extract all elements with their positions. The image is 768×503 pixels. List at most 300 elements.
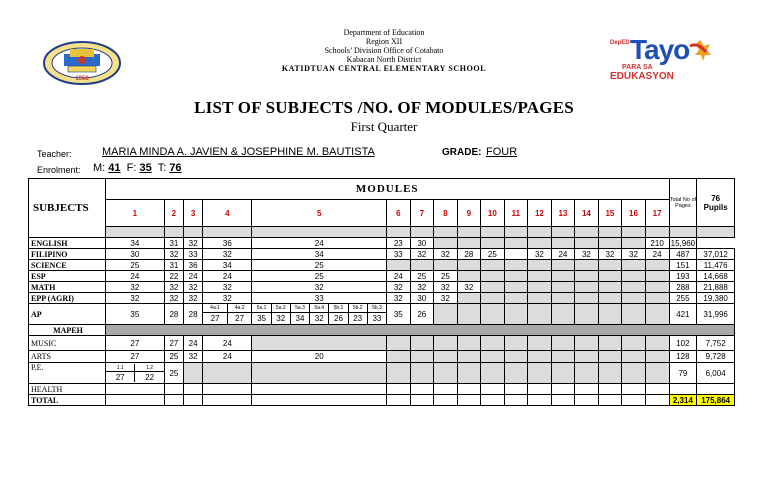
table-cell: 11,476: [697, 260, 735, 271]
empty-cell: [504, 384, 528, 395]
table-cell: 5b.1: [329, 304, 348, 313]
table-cell: 32: [598, 249, 622, 260]
empty-cell: [598, 227, 622, 238]
empty-cell: [551, 351, 575, 363]
table-cell: 23: [387, 238, 411, 249]
empty-cell: [575, 293, 599, 304]
module-number: 1: [105, 200, 164, 227]
table-cell: 255: [669, 293, 697, 304]
para-sa-text: PARA SA: [622, 64, 653, 71]
table-cell: 24: [203, 351, 252, 363]
table-cell: 32: [184, 351, 203, 363]
table-row: [29, 249, 735, 260]
edukasyon-text: EDUKASYON: [610, 71, 674, 82]
table-cell: 26: [410, 304, 434, 325]
header-row-blank: [29, 227, 735, 238]
empty-cell: [528, 282, 552, 293]
table-cell: 32: [271, 312, 290, 324]
table-cell: 36: [203, 238, 252, 249]
table-cell: 14,668: [697, 271, 735, 282]
modules-header: MODULES: [105, 179, 669, 200]
table-cell: 31,996: [697, 304, 735, 325]
empty-cell: [697, 384, 735, 395]
empty-cell: [645, 304, 669, 325]
teacher-label: Teacher:: [37, 149, 72, 159]
empty-cell: [504, 363, 528, 384]
seal-year: 1958: [75, 76, 89, 82]
module-number: 12: [528, 200, 552, 227]
empty-cell: [164, 227, 183, 238]
subject-name: FILIPINO: [29, 249, 106, 260]
empty-cell: [504, 304, 528, 325]
empty-cell: [551, 271, 575, 282]
empty-cell: [528, 395, 552, 406]
empty-cell: [252, 384, 387, 395]
table-cell: 32: [203, 282, 252, 293]
empty-cell: [434, 384, 458, 395]
empty-cell: [203, 395, 252, 406]
empty-cell: [551, 395, 575, 406]
table-cell: 33: [184, 249, 203, 260]
empty-cell: [645, 282, 669, 293]
empty-cell: [457, 238, 481, 249]
table-cell: 24: [203, 336, 252, 351]
empty-cell: [481, 351, 505, 363]
tayo-text: Tayo: [630, 34, 690, 65]
subject-name: MAPEH: [29, 325, 106, 336]
table-cell: 1.2: [135, 364, 164, 372]
table-cell: 32: [457, 282, 481, 293]
table-cell: 35: [105, 304, 164, 325]
table-cell: 15,960: [670, 238, 696, 248]
table-cell: 28: [184, 304, 203, 325]
table-cell: 5a.3: [290, 304, 309, 313]
table-cell: 25: [481, 249, 505, 260]
empty-cell: [598, 363, 622, 384]
grade-label: GRADE:: [442, 147, 482, 158]
empty-cell: [457, 384, 481, 395]
pe-module-1-split: [105, 363, 164, 384]
empty-cell: [528, 260, 552, 271]
table-cell: 32: [434, 249, 458, 260]
header-school: KATIDTUAN CENTRAL ELEMENTARY SCHOOL: [281, 64, 487, 73]
table-cell: 102: [669, 336, 697, 351]
empty-cell: [481, 238, 505, 249]
table-cell: 25: [410, 271, 434, 282]
module-number: 17: [645, 200, 669, 227]
table-row: [29, 282, 735, 293]
empty-cell: [184, 395, 203, 406]
empty-cell: [551, 304, 575, 325]
empty-cell: [481, 363, 505, 384]
table-cell: 32: [203, 293, 252, 304]
empty-cell: [434, 260, 458, 271]
empty-cell: [457, 293, 481, 304]
table-cell: 22: [145, 372, 155, 382]
empty-cell: [434, 238, 458, 249]
empty-cell: [598, 304, 622, 325]
subject-name: SCIENCE: [29, 260, 106, 271]
table-cell: 27: [106, 372, 135, 383]
table-cell: 34: [252, 249, 387, 260]
empty-cell: [410, 227, 434, 238]
empty-cell: [622, 395, 646, 406]
empty-cell: [622, 282, 646, 293]
empty-cell: [528, 384, 552, 395]
empty-cell: [504, 249, 528, 260]
empty-cell: [622, 238, 646, 249]
empty-cell: [645, 293, 669, 304]
empty-cell: [434, 304, 458, 325]
header-district: Kabacan North District: [346, 55, 422, 64]
empty-cell: [622, 384, 646, 395]
module-number: 10: [481, 200, 505, 227]
empty-cell: [598, 395, 622, 406]
empty-cell: [598, 271, 622, 282]
empty-cell: [622, 336, 646, 351]
subject-name: MATH: [29, 282, 106, 293]
table-cell: 32: [203, 249, 252, 260]
empty-cell: [598, 351, 622, 363]
table-row: [29, 293, 735, 304]
empty-cell: [575, 304, 599, 325]
header-row-numbers: [29, 200, 735, 227]
empty-cell: [551, 282, 575, 293]
subject-name: TOTAL: [29, 395, 106, 406]
module-number: 9: [457, 200, 481, 227]
table-cell: 24: [645, 249, 669, 260]
empty-cell: [598, 293, 622, 304]
table-cell: 5a.4: [310, 304, 329, 313]
table-cell: 28: [164, 304, 183, 325]
empty-cell: [203, 384, 252, 395]
pupils-header: 76 Pupils: [697, 179, 735, 227]
module-number: 7: [410, 200, 434, 227]
empty-cell: [622, 260, 646, 271]
empty-cell: [551, 227, 575, 238]
table-cell: 30: [105, 249, 164, 260]
empty-cell: [203, 227, 252, 238]
empty-cell: [622, 271, 646, 282]
subject-name: ENGLISH: [29, 238, 106, 249]
empty-cell: [622, 293, 646, 304]
empty-cell: [457, 271, 481, 282]
empty-cell: [551, 363, 575, 384]
table-cell: 32: [387, 293, 411, 304]
empty-cell: [622, 363, 646, 384]
empty-cell: [457, 395, 481, 406]
table-cell: 21,888: [697, 282, 735, 293]
table-cell: 27: [203, 312, 228, 324]
empty-cell: [504, 282, 528, 293]
table-cell: 25: [252, 271, 387, 282]
table-cell: 25: [164, 363, 183, 384]
empty-cell: [575, 260, 599, 271]
table-cell: 32: [387, 282, 411, 293]
table-cell: 32: [184, 282, 203, 293]
table-cell: 35: [387, 304, 411, 325]
empty-cell: [387, 260, 411, 271]
empty-cell: [105, 325, 734, 336]
empty-cell: [528, 293, 552, 304]
empty-cell: [387, 395, 411, 406]
module-number: 16: [622, 200, 646, 227]
empty-cell: [252, 395, 387, 406]
table-cell: 5a.2: [271, 304, 290, 313]
table-cell: 32: [622, 249, 646, 260]
subject-name: P.E.: [29, 363, 106, 384]
table-cell: 128: [669, 351, 697, 363]
empty-cell: [645, 336, 669, 351]
empty-cell: [481, 384, 505, 395]
table-cell: 28: [457, 249, 481, 260]
table-cell: 30: [410, 238, 434, 249]
table-cell: 79: [669, 363, 697, 384]
table-cell: 20: [252, 351, 387, 363]
empty-cell: [387, 384, 411, 395]
empty-cell: [575, 271, 599, 282]
empty-cell: [598, 260, 622, 271]
empty-cell: [481, 395, 505, 406]
empty-cell: [105, 384, 164, 395]
empty-cell: [669, 227, 697, 238]
empty-cell: [504, 238, 528, 249]
empty-cell: [387, 336, 411, 351]
table-row: [29, 260, 735, 271]
empty-cell: [105, 227, 164, 238]
empty-cell: [528, 336, 552, 351]
empty-cell: [184, 384, 203, 395]
table-cell: 193: [669, 271, 697, 282]
empty-cell: [481, 336, 505, 351]
table-cell: 30: [410, 293, 434, 304]
subjects-header: SUBJECTS: [29, 179, 106, 238]
subject-name: ARTS: [29, 351, 106, 363]
empty-cell: [622, 351, 646, 363]
empty-cell: [622, 304, 646, 325]
table-cell: 24: [184, 271, 203, 282]
table-cell: 5a.1: [252, 304, 271, 313]
empty-cell: [575, 227, 599, 238]
header-division: Schools’ Division Office of Cotabato: [324, 46, 444, 55]
table-cell: 25: [252, 260, 387, 271]
empty-cell: [504, 351, 528, 363]
grand-total-pupils: 175,864: [697, 395, 735, 406]
empty-cell: [410, 351, 434, 363]
table-cell: 27: [227, 312, 252, 324]
table-cell: 19,380: [697, 293, 735, 304]
quarter-label: First Quarter: [350, 119, 418, 134]
enrolment-label: Enrolment:: [37, 165, 81, 175]
table-cell: 32: [528, 249, 552, 260]
empty-cell: [434, 351, 458, 363]
empty-cell: [457, 227, 481, 238]
empty-cell: [481, 271, 505, 282]
table-cell: 36: [184, 260, 203, 271]
empty-cell: [551, 384, 575, 395]
empty-cell: [184, 363, 203, 384]
empty-cell: [164, 395, 183, 406]
empty-cell: [184, 227, 203, 238]
table-row: [29, 351, 735, 363]
modules-table: [28, 178, 735, 406]
empty-cell: [645, 395, 669, 406]
empty-cell: [645, 363, 669, 384]
empty-cell: [504, 260, 528, 271]
empty-cell: [434, 336, 458, 351]
table-cell: 24: [387, 271, 411, 282]
empty-cell: [164, 384, 183, 395]
empty-cell: [697, 227, 735, 238]
table-cell: 6,004: [697, 363, 735, 384]
empty-cell: [645, 227, 669, 238]
module-number: 5: [252, 200, 387, 227]
table-cell: 33: [367, 312, 386, 324]
empty-cell: [575, 336, 599, 351]
teacher-name: MARIA MINDA A. JAVIEN & JOSEPHINE M. BAUTISTA: [102, 146, 375, 158]
empty-cell: [598, 282, 622, 293]
table-cell: 24: [551, 249, 575, 260]
table-cell: 32: [105, 282, 164, 293]
empty-cell: [669, 384, 697, 395]
empty-cell: [481, 282, 505, 293]
empty-cell: [575, 282, 599, 293]
empty-cell: [551, 336, 575, 351]
subject-name: AP: [29, 304, 106, 325]
table-cell: 32: [164, 249, 183, 260]
table-row: [29, 325, 735, 336]
table-cell: 32: [252, 282, 387, 293]
table-cell: 288: [669, 282, 697, 293]
table-cell: 32: [164, 293, 183, 304]
empty-cell: [551, 260, 575, 271]
table-cell: 37,012: [697, 249, 735, 260]
table-cell: 27: [105, 336, 164, 351]
empty-cell: [410, 384, 434, 395]
table-cell: 22: [164, 271, 183, 282]
module-number: 2: [164, 200, 183, 227]
header-region: Region XII: [365, 37, 403, 46]
empty-cell: [387, 363, 411, 384]
grand-total-pages: 2,314: [669, 395, 697, 406]
empty-cell: [528, 351, 552, 363]
empty-cell: [434, 395, 458, 406]
table-row: [29, 384, 735, 395]
empty-cell: [575, 395, 599, 406]
table-cell: 35: [252, 312, 271, 324]
table-row: [29, 304, 735, 313]
empty-cell: [434, 227, 458, 238]
empty-cell: [528, 304, 552, 325]
empty-cell: [252, 363, 387, 384]
table-cell: 24: [105, 271, 164, 282]
subject-name: EPP (AGRI): [29, 293, 106, 304]
empty-cell: [528, 271, 552, 282]
table-cell: 32: [105, 293, 164, 304]
table-cell: 34: [203, 260, 252, 271]
table-cell: 421: [669, 304, 697, 325]
empty-cell: [410, 395, 434, 406]
empty-cell: [481, 293, 505, 304]
empty-cell: [504, 395, 528, 406]
empty-cell: [203, 363, 252, 384]
empty-cell: [575, 363, 599, 384]
table-cell: 210: [645, 238, 669, 249]
empty-cell: [434, 363, 458, 384]
subject-name: MUSIC: [29, 336, 106, 351]
deped-text: DepED: [610, 40, 630, 46]
header-row-modules: [29, 179, 735, 200]
subject-name: HEALTH: [29, 384, 106, 395]
module-number: 3: [184, 200, 203, 227]
empty-cell: [457, 336, 481, 351]
empty-cell: [410, 363, 434, 384]
table-cell: 32: [310, 312, 329, 324]
empty-cell: [645, 384, 669, 395]
empty-cell: [410, 336, 434, 351]
table-row: [29, 271, 735, 282]
module-number: 13: [551, 200, 575, 227]
empty-cell: [645, 271, 669, 282]
table-row: [29, 336, 735, 351]
table-cell: 32: [184, 293, 203, 304]
table-cell: 4a.1: [203, 304, 228, 313]
empty-cell: [551, 238, 575, 249]
table-cell: 24: [203, 271, 252, 282]
enrolment-values: M: 41 F: 35 T: 76: [93, 162, 182, 174]
table-cell: 487: [669, 249, 697, 260]
table-cell: 25: [105, 260, 164, 271]
empty-cell: [575, 384, 599, 395]
empty-cell: [551, 293, 575, 304]
empty-cell: [504, 336, 528, 351]
table-cell: 27: [164, 336, 183, 351]
table-cell: 32: [575, 249, 599, 260]
empty-cell: [481, 260, 505, 271]
header-department: Department of Education: [343, 28, 425, 37]
empty-cell: [504, 271, 528, 282]
empty-cell: [575, 351, 599, 363]
empty-cell: [387, 227, 411, 238]
table-cell: 9,728: [697, 351, 735, 363]
empty-cell: [410, 260, 434, 271]
table-cell: 4a.2: [227, 304, 252, 313]
module-number: 8: [434, 200, 458, 227]
empty-cell: [528, 238, 552, 249]
table-cell: 32: [434, 293, 458, 304]
empty-cell: [598, 238, 622, 249]
grade-value: FOUR: [486, 146, 518, 158]
table-cell: 27: [105, 351, 164, 363]
table-cell: 32: [410, 282, 434, 293]
empty-cell: [457, 363, 481, 384]
empty-cell: [252, 227, 387, 238]
empty-cell: [252, 336, 387, 351]
module-number: 6: [387, 200, 411, 227]
table-cell: 25: [434, 271, 458, 282]
empty-cell: [504, 227, 528, 238]
table-cell: 151: [669, 260, 697, 271]
table-cell: 24: [252, 238, 387, 249]
table-cell: 24: [184, 336, 203, 351]
table-cell: 34: [105, 238, 164, 249]
empty-cell: [575, 238, 599, 249]
empty-cell: [504, 293, 528, 304]
table-cell: 7,752: [697, 336, 735, 351]
table-cell: 32: [164, 282, 183, 293]
table-row: [29, 363, 735, 384]
empty-cell: [645, 260, 669, 271]
